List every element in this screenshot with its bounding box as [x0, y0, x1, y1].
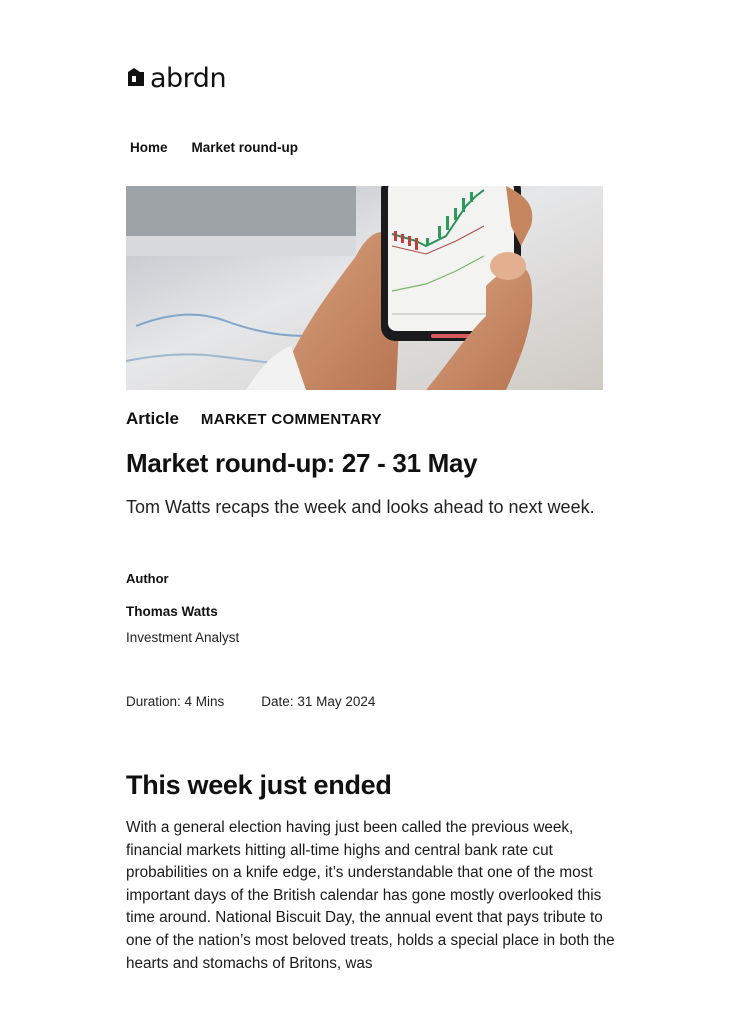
hero-image — [126, 186, 603, 390]
author-heading: Author — [126, 571, 169, 586]
phone-stock-chart-image — [126, 186, 603, 390]
article-subtitle: Tom Watts recaps the week and looks ahead to next week. — [126, 497, 595, 517]
section-body-text: With a general election having just been called the previous week, financial markets hitting all-time highs and central bank rate cut probabilities on a knife edge, it’s understandable that one of the most important days of the British calendar has gone mostly overlooked this time around. National Biscuit Day, the annual event that pays tribute to one of the nation’s most beloved treats, holds a special place in both the hearts and stomachs of Britons, was — [126, 819, 615, 972]
author-name[interactable]: Thomas Watts — [126, 604, 218, 619]
article-tags — [126, 409, 382, 429]
breadcrumb — [130, 140, 298, 155]
article-category-label[interactable]: MARKET COMMENTARY — [200, 411, 382, 428]
brand-logo[interactable] — [126, 62, 226, 94]
article-meta — [126, 694, 375, 709]
article-duration: Duration: 4 Mins — [126, 694, 225, 709]
section-heading: This week just ended — [126, 770, 392, 800]
page-title: Market round-up: 27 - 31 May — [126, 448, 478, 478]
article-date: Date: 31 May 2024 — [261, 694, 376, 709]
abrdn-logo-icon — [126, 68, 146, 88]
brand-name: abrdn — [150, 62, 227, 94]
breadcrumb-market-round-up[interactable]: Market round-up — [191, 140, 299, 155]
breadcrumb-home[interactable]: Home — [130, 140, 168, 155]
article-type-label: Article — [126, 409, 179, 428]
author-role: Investment Analyst — [126, 630, 240, 645]
